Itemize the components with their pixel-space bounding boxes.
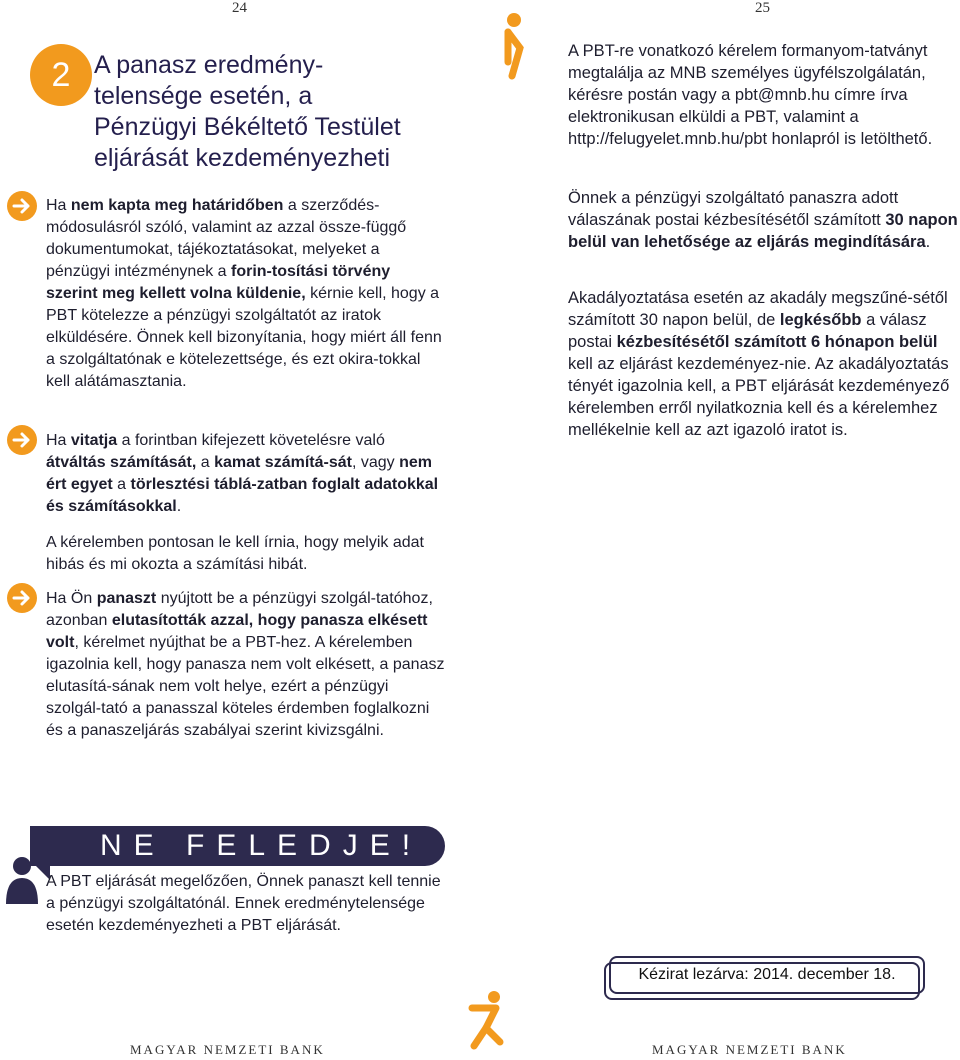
bold-text: vitatja [70, 432, 118, 449]
paragraph-form-info: A PBT-re vonatkozó kérelem formanyom-tatványt megtalálja az MNB személyes ügyfélszolgálatán, kérésre postán vagy a pbt@mnb.hu címre írva elektronikusan elküldi a PBT, valamint a http://felugyelet.mnb.hu/pbt honlapról is letölthető. [568, 42, 933, 148]
section-title-line: telensége esetén, a [94, 82, 313, 110]
arrow-right-icon [6, 424, 38, 456]
paragraph-dispute [46, 430, 446, 518]
bold-text: forin-tosítási törvény szerint meg kellett volna küldenie, [46, 263, 391, 302]
text: Ha Ön [46, 590, 97, 607]
text: Ha [46, 432, 71, 449]
text: kell az eljárást kezdeményez-nie. Az akadályoztatás tényét igazolnia kell, a PBT eljárását kezdeményező kérelemben erről nyilatkoznia kell és a kérelemhez mellékelnie kell az azt igazoló iratot is. [568, 355, 950, 439]
paragraph-30-days [568, 187, 960, 253]
bold-text: elutasították azzal, hogy panasza elkésett volt [46, 612, 428, 651]
bold-text: legkésőbb [779, 311, 862, 329]
text: , kérelmet nyújthat be a PBT-hez. A kérelemben igazolnia kell, hogy panasza nem volt elkésett, a panasz elutasítá-sának nem volt helye, ezért a pénzügyi szolgál-tató a panasszal köteles érdemben foglalkozni és a panaszeljárás szabályai szerint kivizsgálni. [46, 634, 445, 739]
page-number-left: 24 [232, 0, 247, 16]
bold-text: törlesztési táblá-zatban foglalt adatokkal és számításokkal [46, 476, 439, 515]
section-title [94, 50, 444, 174]
section-title-line: Pénzügyi Békéltető Testület [94, 113, 401, 141]
arrow-right-icon [6, 582, 38, 614]
footer-left: MAGYAR NEMZETI BANK [130, 1042, 325, 1057]
reminder-text: A PBT eljárását megelőzően, Önnek panaszt kell tennie a pénzügyi szolgáltatónál. Ennek eredménytelensége esetén kezdeményezheti a PBT eljárását. [46, 873, 441, 934]
text: Ha [46, 197, 71, 214]
paragraph-error-details: A kérelemben pontosan le kell írnia, hogy melyik adat hibás és mi okozta a számítási hibát. [46, 534, 424, 573]
bold-text: panaszt [96, 590, 157, 607]
text: a [112, 476, 131, 493]
text: Önnek a pénzügyi szolgáltató panaszra adott válaszának postai kézbesítésétől számított [568, 189, 899, 229]
text: a forintban kifejezett követelésre való [117, 432, 385, 449]
bold-text: nem kapta meg határidőben [70, 197, 284, 214]
running-person-icon [466, 990, 510, 1050]
closing-date-box: Kézirat lezárva: 2014. december 18. [609, 956, 925, 994]
text: kérnie kell, hogy a PBT kötelezze a pénzügyi szolgáltatót az iratok elküldésére. Önnek kell bizonyítania, hogy miért áll fenn a szolgáltatónak e kötelezettsége, és ezt okira-tokkal kell alátámasztania. [46, 285, 442, 390]
section-number-badge: 2 [30, 44, 92, 106]
reminder-title: NE FELEDJE! [100, 829, 423, 862]
arrow-right-icon [6, 190, 38, 222]
text: a válasz postai [568, 311, 927, 351]
text: a szerződés-módosulásról szóló, valamint az azzal össze-függő dokumentumokat, tájékoztatásokat, melyeket a pénzügyi intézménynek a [46, 197, 407, 280]
bold-text: kamat számítá-sát [214, 454, 352, 471]
paragraph-obstruction [568, 287, 960, 441]
walking-person-icon [500, 12, 530, 80]
bold-text: 30 napon belül van lehetősége az eljárás megindítására [568, 211, 958, 251]
text: Akadályoztatása esetén az akadály megszűné-sétől számított 30 napon belül, de [568, 289, 948, 329]
text: , vagy [351, 454, 400, 471]
footer-right: MAGYAR NEMZETI BANK [652, 1042, 847, 1057]
text: nyújtott be a pénzügyi szolgál-tatóhoz, azonban [46, 590, 433, 629]
bold-text: átváltás számítását, [46, 454, 197, 471]
bold-text: nem ért egyet [46, 454, 432, 493]
text: . [925, 233, 931, 251]
text: . [176, 498, 182, 515]
text: a [196, 454, 215, 471]
paragraph-late-complaint [46, 588, 446, 742]
bold-text: kézbesítésétől számított 6 hónapon belül [616, 333, 938, 351]
section-title-line: A panasz eredmény- [94, 51, 324, 79]
paragraph-deadline [46, 195, 446, 393]
section-title-line: eljárását kezdeményezheti [94, 144, 390, 172]
page-number-right: 25 [755, 0, 770, 16]
